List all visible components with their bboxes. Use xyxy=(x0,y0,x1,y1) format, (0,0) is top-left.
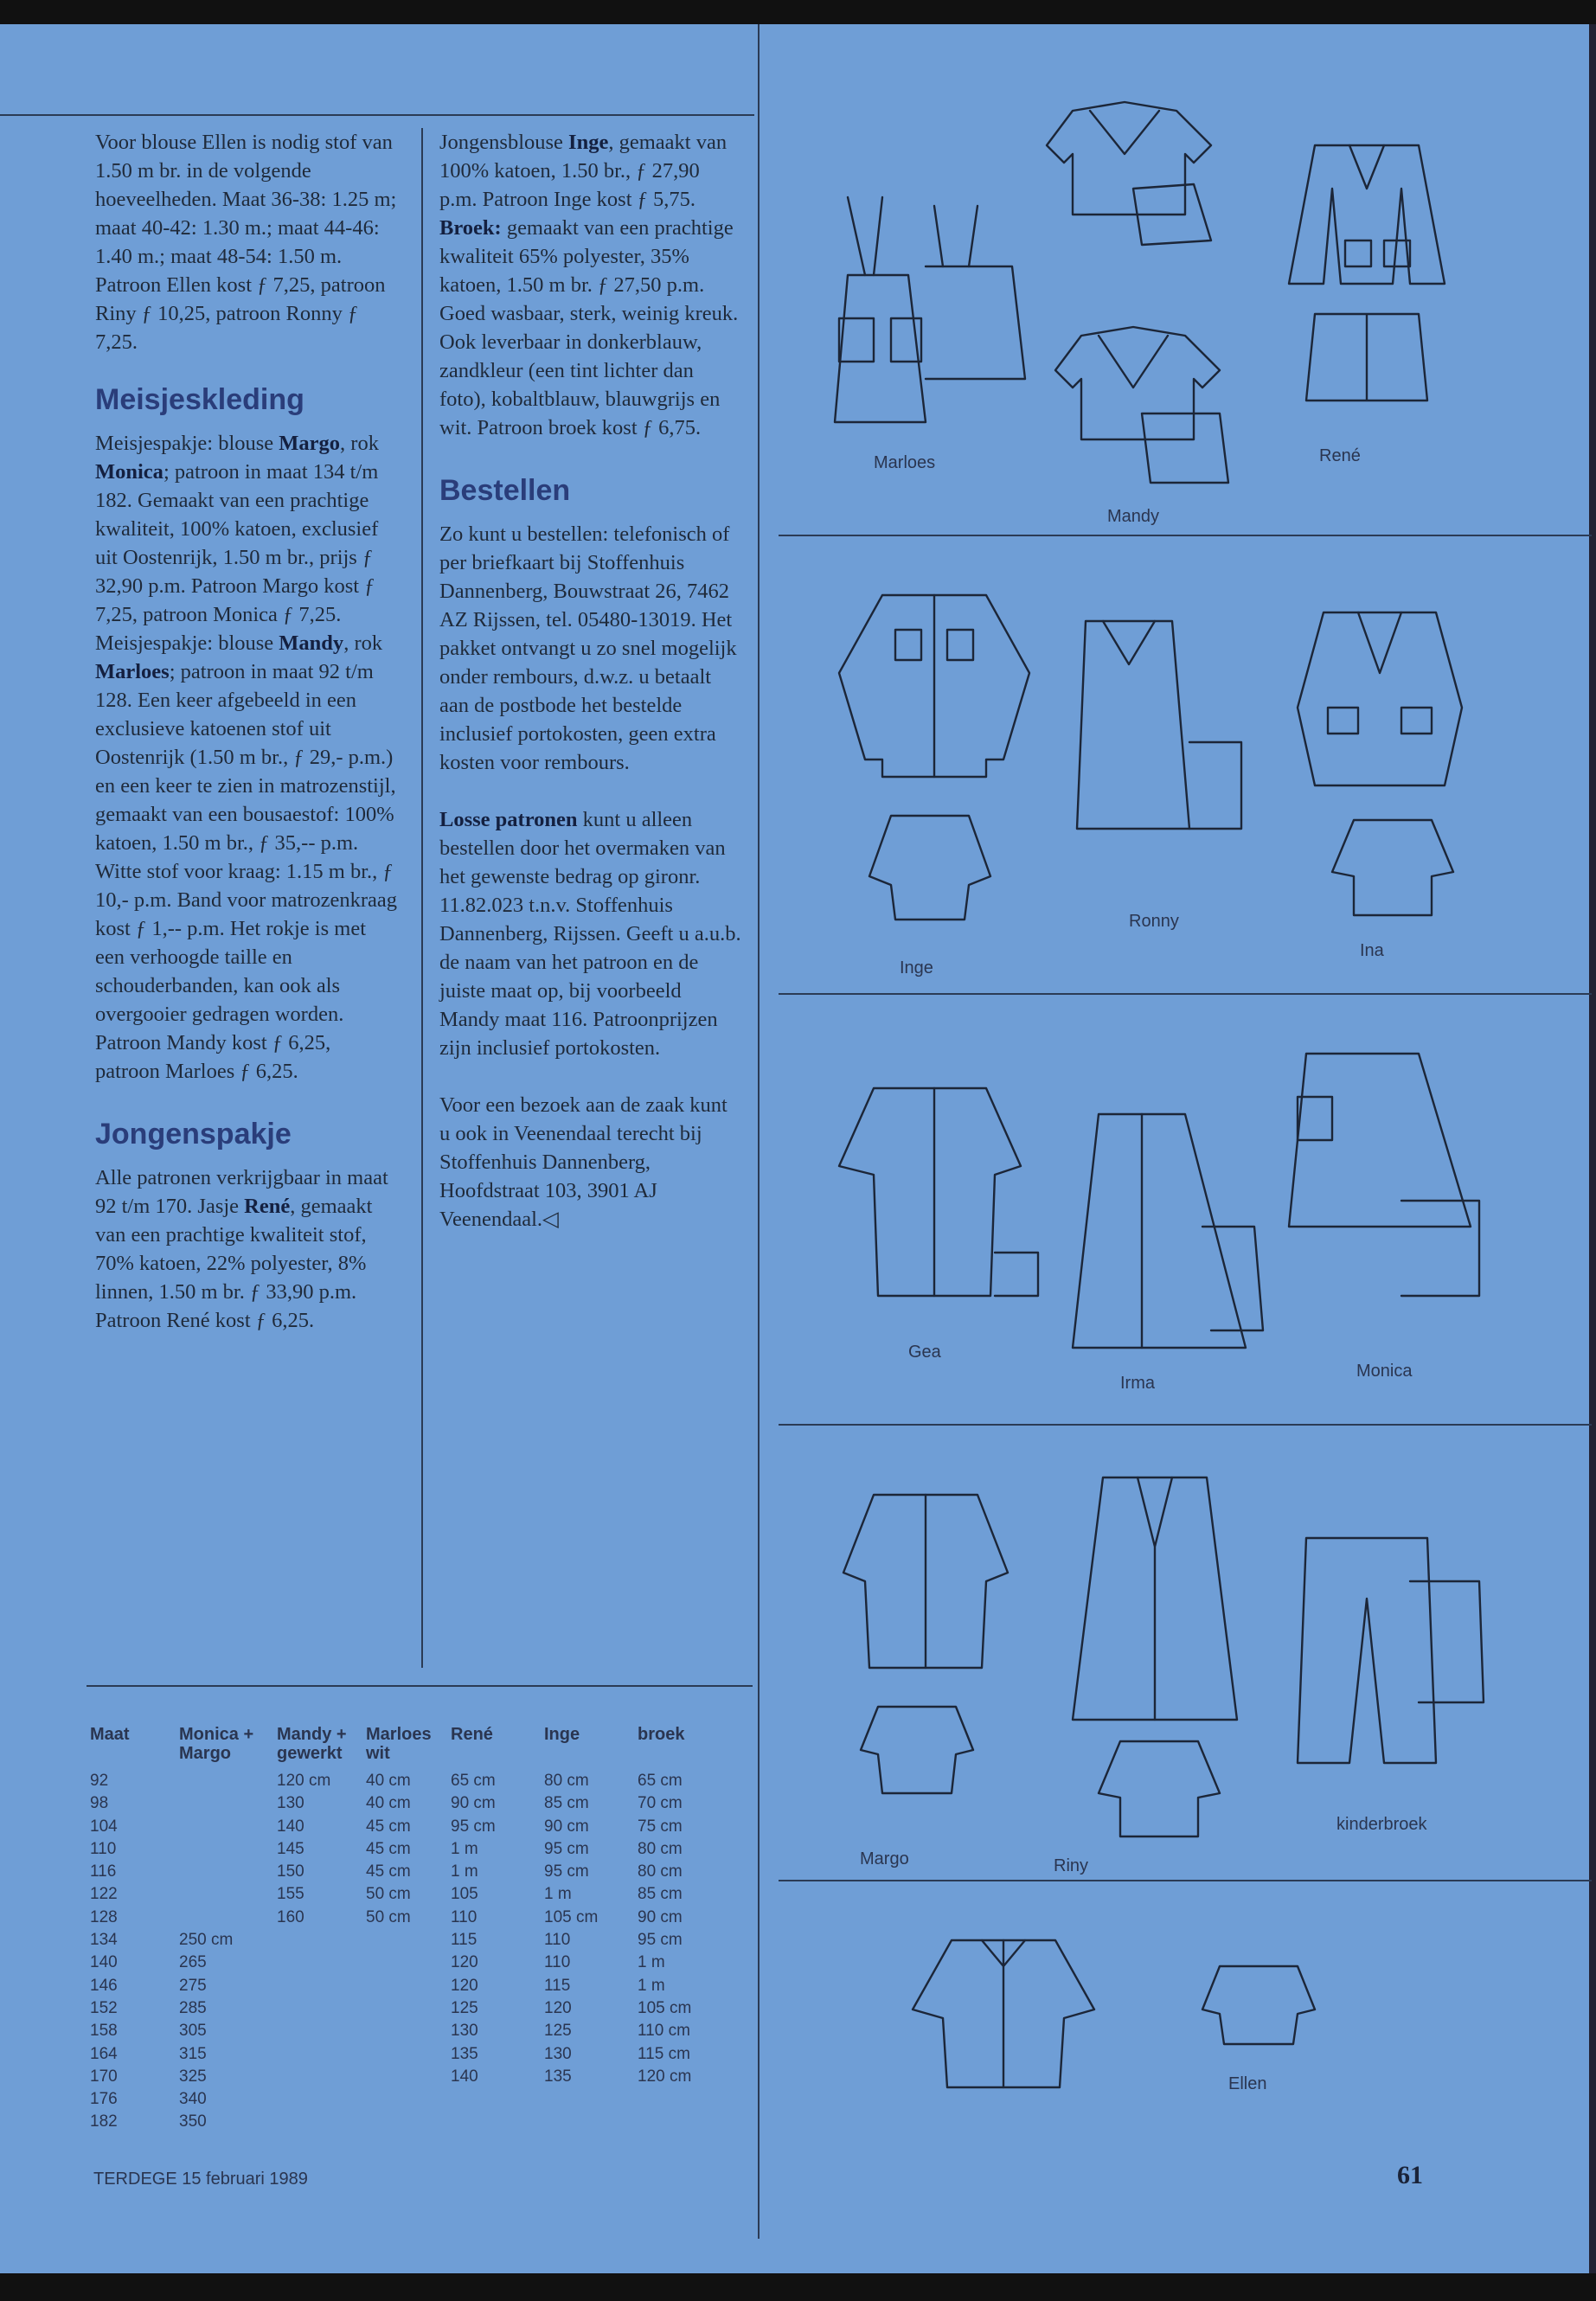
table-cell: 116 xyxy=(90,1862,117,1881)
table-cell xyxy=(277,1929,366,1952)
figure-rule-3 xyxy=(779,1424,1592,1426)
table-cell: 95 cm xyxy=(544,1839,589,1858)
table-cell: 134 xyxy=(90,1931,118,1950)
table-row xyxy=(90,2043,722,2066)
table-cell: 95 cm xyxy=(638,1931,683,1950)
figure-rule-1 xyxy=(779,535,1592,536)
label-ina: Ina xyxy=(1360,941,1384,960)
table-cell: 176 xyxy=(90,2090,118,2109)
losse-patronen-paragraph: Losse patronen kunt u alleen bestellen door het overmaken van het gewenste bedrag op gironr. 11.82.023 t.n.v. Stoffenhuis Dannenberg, Rijssen. Geeft u a.u.b. de naam van het patroon en de juiste maat op, bij voorbeeld Mandy maat 116. Patroonprijzen zijn inclusief portokosten. xyxy=(439,808,741,1060)
table-cell: 275 xyxy=(179,1976,207,1995)
table-cell: 146 xyxy=(90,1976,118,1995)
table-cell xyxy=(179,1907,277,1929)
table-cell xyxy=(277,2088,366,2111)
heading-bestellen: Bestellen xyxy=(439,474,571,507)
header-broek: broek xyxy=(638,1725,685,1744)
table-cell xyxy=(366,1997,451,2020)
meisjespakje-margo-paragraph: Meisjespakje: blouse Margo, rok Monica; patroon in maat 134 t/m 182. Gemaakt van een prachtige kwaliteit, 100% katoen, exclusief uit Oostenrijk, 1.50 m br., prijs ƒ 32,90 p.m. Patroon Margo kost ƒ 7,25, patroon Monica ƒ 7,25. xyxy=(95,432,379,626)
label-irma: Irma xyxy=(1120,1374,1155,1393)
table-cell: 125 xyxy=(544,2022,572,2041)
table-cell: 40 cm xyxy=(366,1794,411,1813)
table-top-rule xyxy=(87,1685,753,1687)
table-cell: 120 xyxy=(451,1976,478,1995)
table-row xyxy=(90,2020,722,2042)
table-cell xyxy=(638,2088,722,2111)
figure-rule-2 xyxy=(779,993,1592,995)
header-rene: René xyxy=(451,1725,493,1744)
table-cell xyxy=(366,2088,451,2111)
table-cell xyxy=(366,2111,451,2133)
table-cell: 50 cm xyxy=(366,1885,411,1904)
table-cell: 158 xyxy=(90,2022,118,2041)
table-cell: 90 cm xyxy=(544,1817,589,1836)
table-cell: 85 cm xyxy=(638,1885,683,1904)
table-cell: 152 xyxy=(90,1998,118,2017)
table-cell: 45 cm xyxy=(366,1839,411,1858)
table-cell: 115 xyxy=(544,1976,571,1995)
ina-blouse-sketch xyxy=(1328,811,1458,924)
table-cell xyxy=(277,1952,366,1974)
table-row xyxy=(90,1929,722,1952)
table-cell: 104 xyxy=(90,1817,118,1836)
label-mandy: Mandy xyxy=(1107,507,1160,526)
table-cell: 110 xyxy=(451,1907,478,1926)
mandy-sailor-blouse-2-sketch xyxy=(1047,318,1254,491)
table-cell: 75 cm xyxy=(638,1817,683,1836)
margo-blouse-small-sketch xyxy=(856,1698,977,1802)
riny-blouse-sketch xyxy=(1094,1733,1224,1845)
table-cell xyxy=(277,2111,366,2133)
table-cell xyxy=(544,2088,638,2111)
table-cell: 122 xyxy=(90,1885,118,1904)
ronny-skirt-sketch xyxy=(1077,612,1250,837)
table-cell: 65 cm xyxy=(451,1772,496,1790)
table-row xyxy=(90,1792,722,1815)
mandy-sailor-blouse-sketch xyxy=(1038,93,1237,266)
table-cell xyxy=(179,1838,277,1861)
table-cell: 182 xyxy=(90,2112,118,2131)
monica-skirt-sketch xyxy=(1280,1045,1488,1304)
table-row xyxy=(90,1952,722,1974)
table-cell xyxy=(366,1929,451,1952)
table-cell: 120 xyxy=(451,1953,478,1972)
table-cell: 140 xyxy=(277,1817,304,1836)
magazine-page xyxy=(0,24,1596,2273)
table-cell: 128 xyxy=(90,1907,118,1926)
header-maat: Maat xyxy=(90,1725,130,1744)
table-cell xyxy=(277,2066,366,2088)
table-cell: 45 cm xyxy=(366,1862,411,1881)
margo-blouse-sketch xyxy=(839,1486,1012,1676)
table-cell xyxy=(179,1816,277,1838)
table-cell: 285 xyxy=(179,1998,207,2017)
table-cell xyxy=(179,1770,277,1792)
marloes-pinafore-sketch xyxy=(830,189,1029,431)
footer-publication: TERDEGE 15 februari 1989 xyxy=(93,2170,308,2189)
table-cell: 105 cm xyxy=(638,1998,692,2017)
table-cell: 160 xyxy=(277,1907,304,1926)
size-table xyxy=(90,1725,722,2134)
table-cell xyxy=(366,2066,451,2088)
table-cell xyxy=(366,2043,451,2066)
table-cell: 92 xyxy=(90,1772,109,1790)
label-ellen: Ellen xyxy=(1228,2074,1267,2093)
table-cell: 110 xyxy=(90,1839,117,1858)
header-monica-margo: Monica + Margo xyxy=(179,1725,254,1763)
figure-rule-4 xyxy=(779,1880,1592,1881)
table-cell: 110 xyxy=(544,1931,571,1950)
table-row xyxy=(90,2088,722,2111)
table-cell: 170 xyxy=(90,2067,118,2086)
size-table-body xyxy=(90,1770,722,2134)
table-cell xyxy=(179,1861,277,1883)
table-row xyxy=(90,1861,722,1883)
table-cell: 95 cm xyxy=(544,1862,589,1881)
rene-jacket-sketch xyxy=(1280,137,1453,292)
table-cell: 40 cm xyxy=(366,1772,411,1790)
table-cell: 110 cm xyxy=(638,2022,690,2041)
table-cell: 325 xyxy=(179,2067,207,2086)
table-cell: 145 xyxy=(277,1839,304,1858)
table-row xyxy=(90,1997,722,2020)
size-table-header-row xyxy=(90,1725,722,1770)
heading-meisjeskleding: Meisjeskleding xyxy=(95,383,304,416)
column-divider-right xyxy=(758,24,760,2239)
table-cell: 120 cm xyxy=(638,2067,692,2086)
table-cell: 120 cm xyxy=(277,1772,331,1790)
table-cell: 315 xyxy=(179,2044,207,2063)
table-cell: 1 m xyxy=(638,1976,665,1995)
table-cell xyxy=(179,1883,277,1906)
inge-shirt-sketch xyxy=(830,586,1038,785)
jongenspakje-paragraph: Alle patronen verkrijgbaar in maat 92 t/m 170. Jasje René, gemaakt van een prachtige kwaliteit stof, 70% katoen, 22% polyester, 8% linnen, 1.50 m br. ƒ 33,90 p.m. Patroon René kost ƒ 6,25. xyxy=(95,1166,388,1332)
table-cell: 350 xyxy=(179,2112,207,2131)
table-cell: 1 m xyxy=(451,1839,478,1858)
table-cell: 80 cm xyxy=(544,1772,589,1790)
table-cell: 1 m xyxy=(544,1885,572,1904)
table-row xyxy=(90,1838,722,1861)
table-cell: 115 xyxy=(451,1931,478,1950)
table-cell: 98 xyxy=(90,1794,109,1813)
top-rule xyxy=(0,114,754,116)
header-inge: Inge xyxy=(544,1725,580,1744)
inge-shirt-small-sketch xyxy=(865,807,995,928)
table-cell: 70 cm xyxy=(638,1794,683,1813)
header-marloes: Marloes wit xyxy=(366,1725,432,1763)
table-cell: 1 m xyxy=(451,1862,478,1881)
table-cell xyxy=(544,2111,638,2133)
table-cell: 130 xyxy=(544,2044,572,2063)
table-cell xyxy=(277,1975,366,1997)
end-mark: ◁ xyxy=(542,1208,559,1231)
table-cell: 90 cm xyxy=(451,1794,496,1813)
table-cell: 80 cm xyxy=(638,1839,683,1858)
table-cell: 164 xyxy=(90,2044,118,2063)
table-cell: 130 xyxy=(277,1794,304,1813)
table-cell: 45 cm xyxy=(366,1817,411,1836)
table-cell: 95 cm xyxy=(451,1817,496,1836)
table-cell: 340 xyxy=(179,2090,207,2109)
table-cell: 85 cm xyxy=(544,1794,589,1813)
header-mandy: Mandy + gewerkt xyxy=(277,1725,347,1763)
table-cell: 90 cm xyxy=(638,1907,683,1926)
table-cell: 105 xyxy=(451,1885,478,1904)
label-monica: Monica xyxy=(1356,1362,1413,1381)
bestellen-paragraph: Zo kunt u bestellen: telefonisch of per briefkaart bij Stoffenhuis Dannenberg, Bouwstraat 26, 7462 AZ Rijssen, tel. 05480-13019. Het pakket ontvangt u zo snel mogelijk onder rembours, d.w.z. u betaalt aan de postbode het bestelde inclusief portokosten, geen extra kosten voor rembours. xyxy=(439,522,737,774)
table-cell: 65 cm xyxy=(638,1772,683,1790)
table-cell xyxy=(366,2020,451,2042)
table-cell: 135 xyxy=(544,2067,572,2086)
label-marloes: Marloes xyxy=(874,453,936,472)
table-row xyxy=(90,2066,722,2088)
table-row xyxy=(90,1816,722,1838)
label-ronny: Ronny xyxy=(1129,912,1179,931)
column-divider-middle xyxy=(421,128,423,1668)
label-riny: Riny xyxy=(1054,1856,1089,1875)
table-cell xyxy=(451,2111,544,2133)
table-cell: 130 xyxy=(451,2022,478,2041)
irma-skirt-sketch xyxy=(1073,1106,1280,1356)
table-cell: 250 cm xyxy=(179,1931,234,1950)
table-row xyxy=(90,1907,722,1929)
table-cell: 125 xyxy=(451,1998,478,2017)
riny-coat-sketch xyxy=(1068,1469,1241,1728)
page-number: 61 xyxy=(1397,2161,1423,2189)
rene-shirt-sketch xyxy=(1298,305,1436,409)
broek-paragraph: Broek: gemaakt van een prachtige kwaliteit 65% polyester, 35% katoen, 1.50 m br. ƒ 27,50 p.m. Goed wasbaar, sterk, weinig kreuk. Ook leverbaar in donkerblauw, zandkleur (een tint lichter dan foto), kobaltblauw, blauwgrijs en wit. Patroon broek kost ƒ 6,75. xyxy=(439,216,739,439)
table-cell xyxy=(179,1792,277,1815)
table-row xyxy=(90,2111,722,2133)
table-cell xyxy=(277,2020,366,2042)
ellen-blouse-sketch xyxy=(908,1932,1099,2096)
label-inge: Inge xyxy=(900,958,933,977)
table-cell: 105 cm xyxy=(544,1907,599,1926)
meisjespakje-mandy-paragraph: Meisjespakje: blouse Mandy, rok Marloes; patroon in maat 92 t/m 128. Een keer afgebeeld in een exclusieve katoenen stof uit Oostenrijk (1.50 m br., ƒ 29,- p.m.) en een keer te zien in matrozenstijl, gemaakt van een bousaestof: 100% katoen, 1.50 m br., ƒ 35,-- p.m. Witte stof voor kraag: 1.15 m br., ƒ 10,- p.m. Band voor matrozenkraag kost ƒ 1,-- p.m. Het rokje is met een verhoogde taille en schouderbanden, kan ook als overgooier gedragen worden. Patroon Mandy kost ƒ 6,25, patroon Marloes ƒ 6,25. xyxy=(95,631,398,1083)
table-row xyxy=(90,1770,722,1792)
table-cell: 1 m xyxy=(638,1953,665,1972)
table-cell xyxy=(638,2111,722,2133)
table-cell: 115 cm xyxy=(638,2044,690,2063)
table-cell xyxy=(451,2088,544,2111)
table-cell xyxy=(277,1997,366,2020)
table-cell: 140 xyxy=(90,1953,118,1972)
table-cell: 155 xyxy=(277,1885,304,1904)
ellen-blouse-small-sketch xyxy=(1198,1958,1319,2053)
table-cell: 305 xyxy=(179,2022,207,2041)
table-cell xyxy=(277,2043,366,2066)
ina-jacket-sketch xyxy=(1289,604,1471,803)
table-cell: 50 cm xyxy=(366,1907,411,1926)
label-kinderbroek: kinderbroek xyxy=(1336,1815,1427,1834)
table-cell: 150 xyxy=(277,1862,304,1881)
table-cell: 110 xyxy=(544,1953,571,1972)
gea-blouse-sketch xyxy=(830,1080,1047,1304)
label-rene: René xyxy=(1319,446,1361,465)
kinderbroek-trousers-sketch xyxy=(1298,1529,1488,1772)
label-gea: Gea xyxy=(908,1343,941,1362)
table-cell: 120 xyxy=(544,1998,572,2017)
table-row xyxy=(90,1883,722,1906)
table-cell: 80 cm xyxy=(638,1862,683,1881)
table-cell: 265 xyxy=(179,1953,207,1972)
text-column-2 xyxy=(439,128,742,1234)
bezoek-paragraph: Voor een bezoek aan de zaak kunt u ook in Veenendaal terecht bij Stoffenhuis Dannenberg, Hoofdstraat 103, 3901 AJ Veenendaal.◁ xyxy=(439,1093,727,1231)
label-margo: Margo xyxy=(860,1849,909,1868)
inge-paragraph: Jongensblouse Inge, gemaakt van 100% katoen, 1.50 br., ƒ 27,90 p.m. Patroon Inge kost ƒ 5,75. xyxy=(439,131,727,211)
table-cell xyxy=(366,1952,451,1974)
intro-paragraph: Voor blouse Ellen is nodig stof van 1.50 m br. in de volgende hoeveelheden. Maat 36-38: 1.25 m; maat 40-42: 1.30 m.; maat 44-46: 1.40 m.; maat 48-54: 1.50 m. Patroon Ellen kost ƒ 7,25, patroon Riny ƒ 10,25, patroon Ronny ƒ 7,25. xyxy=(95,131,397,354)
heading-jongenspakje: Jongenspakje xyxy=(95,1118,292,1150)
table-cell xyxy=(366,1975,451,1997)
table-row xyxy=(90,1975,722,1997)
table-cell: 140 xyxy=(451,2067,478,2086)
table-cell: 135 xyxy=(451,2044,478,2063)
text-column-1 xyxy=(95,128,398,1335)
